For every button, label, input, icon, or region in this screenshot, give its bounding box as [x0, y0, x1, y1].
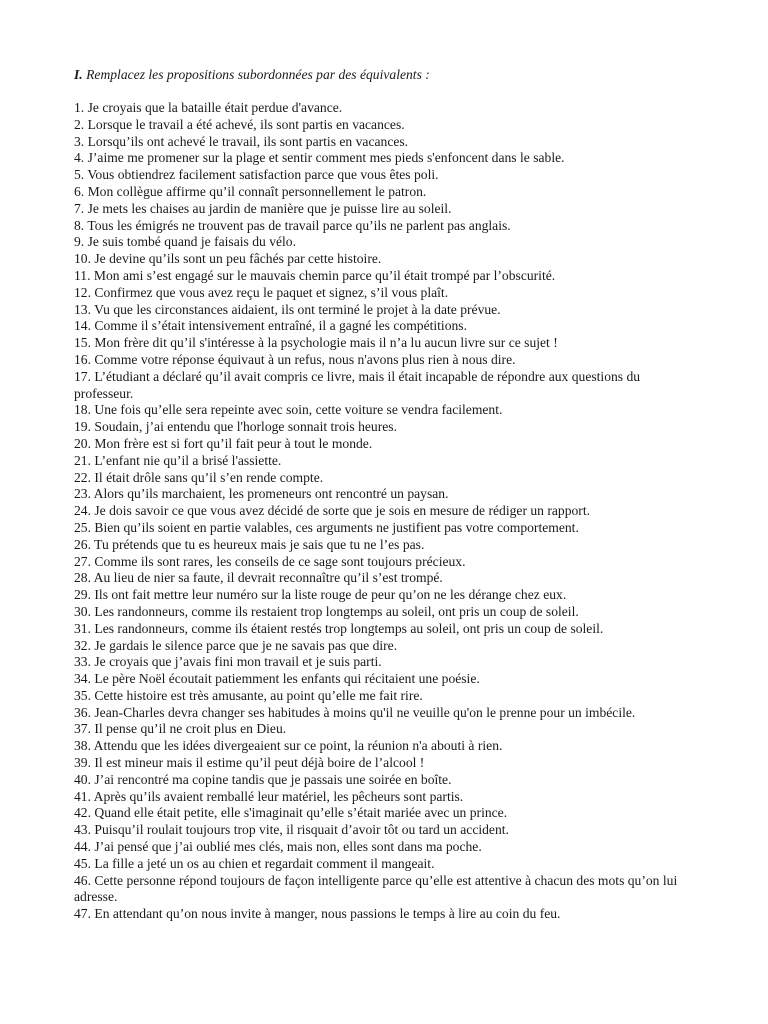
sentence-item: 13. Vu que les circonstances aidaient, ils ont terminé le projet à la date prévue.: [74, 301, 501, 317]
sentence-item: 44. J’ai pensé que j’ai oublié mes clés, mais non, elles sont dans ma poche.: [74, 839, 482, 855]
sentence-list: [74, 100, 694, 923]
sentence-item: 27. Comme ils sont rares, les conseils de ce sage sont toujours précieux.: [74, 553, 466, 569]
sentence-item: 32. Je gardais le silence parce que je ne savais pas que dire.: [74, 637, 398, 653]
exercise-number: I.: [74, 67, 83, 82]
sentence-item: 34. Le père Noël écoutait patiemment les enfants qui récitaient une poésie.: [74, 671, 480, 687]
sentence-item: 37. Il pense qu’il ne croit plus en Dieu.: [74, 721, 287, 737]
sentence-item: 26. Tu prétends que tu es heureux mais je sais que tu ne l’es pas.: [74, 536, 425, 552]
sentence-item: 29. Ils ont fait mettre leur numéro sur la liste rouge de peur qu’on ne les dérange chez eux.: [74, 587, 567, 603]
sentence-item: 6. Mon collègue affirme qu’il connaît personnellement le patron.: [74, 183, 427, 199]
sentence-item: 18. Une fois qu’elle sera repeinte avec soin, cette voiture se vendra facilement.: [74, 402, 503, 418]
sentence-item: 7. Je mets les chaises au jardin de manière que je puisse lire au soleil.: [74, 200, 452, 216]
sentence-item: 33. Je croyais que j’avais fini mon travail et je suis parti.: [74, 654, 382, 670]
sentence-item: 17. L’étudiant a déclaré qu’il avait compris ce livre, mais il était incapable de répondre aux questions du professeur.: [74, 368, 641, 401]
sentence-item: 41. Après qu’ils avaient remballé leur matériel, les pêcheurs sont partis.: [74, 788, 464, 804]
sentence-item: 42. Quand elle était petite, elle s'imaginait qu’elle s’était mariée avec un prince.: [74, 805, 508, 821]
sentence-item: 21. L’enfant nie qu’il a brisé l'assiette.: [74, 452, 282, 468]
sentence-item: 5. Vous obtiendrez facilement satisfaction parce que vous êtes poli.: [74, 167, 439, 183]
sentence-item: 30. Les randonneurs, comme ils restaient trop longtemps au soleil, ont pris un coup de soleil.: [74, 603, 579, 619]
sentence-item: 38. Attendu que les idées divergeaient sur ce point, la réunion n'a abouti à rien.: [74, 738, 503, 754]
sentence-item: 16. Comme votre réponse équivaut à un refus, nous n'avons plus rien à nous dire.: [74, 351, 516, 367]
sentence-item: 8. Tous les émigrés ne trouvent pas de travail parce qu’ils ne parlent pas anglais.: [74, 217, 511, 233]
sentence-item: 12. Confirmez que vous avez reçu le paquet et signez, s’il vous plaît.: [74, 284, 449, 300]
document-page: [74, 66, 694, 923]
sentence-item: 24. Je dois savoir ce que vous avez décidé de sorte que je sois en mesure de rédiger un rapport.: [74, 503, 591, 519]
sentence-item: 36. Jean-Charles devra changer ses habitudes à moins qu'il ne veuille qu'on le prenne pour un imbécile.: [74, 704, 636, 720]
sentence-item: 45. La fille a jeté un os au chien et regardait comment il mangeait.: [74, 855, 435, 871]
sentence-item: 28. Au lieu de nier sa faute, il devrait reconnaître qu’il s’est trompé.: [74, 570, 443, 586]
sentence-item: 9. Je suis tombé quand je faisais du vélo.: [74, 234, 296, 250]
sentence-item: 40. J’ai rencontré ma copine tandis que je passais une soirée en boîte.: [74, 771, 452, 787]
sentence-item: 19. Soudain, j’ai entendu que l'horloge sonnait trois heures.: [74, 419, 397, 435]
sentence-item: 3. Lorsqu’ils ont achevé le travail, ils sont partis en vacances.: [74, 133, 409, 149]
sentence-item: 25. Bien qu’ils soient en partie valables, ces arguments ne justifient pas votre comportement.: [74, 519, 579, 535]
sentence-item: 1. Je croyais que la bataille était perdue d'avance.: [74, 100, 343, 115]
sentence-item: 47. En attendant qu’on nous invite à manger, nous passions le temps à lire au coin du feu.: [74, 906, 561, 922]
sentence-item: 39. Il est mineur mais il estime qu’il peut déjà boire de l’alcool !: [74, 755, 425, 771]
sentence-item: 35. Cette histoire est très amusante, au point qu’elle me fait rire.: [74, 687, 423, 703]
sentence-item: 10. Je devine qu’ils sont un peu fâchés par cette histoire.: [74, 251, 382, 267]
sentence-item: 11. Mon ami s’est engagé sur le mauvais chemin parce qu’il était trompé par l’obscurité.: [74, 267, 556, 283]
exercise-title: Remplacez les propositions subordonnées par des équivalents :: [82, 67, 430, 82]
sentence-item: 14. Comme il s’était intensivement entraîné, il a gagné les compétitions.: [74, 318, 467, 334]
sentence-item: 23. Alors qu’ils marchaient, les promeneurs ont rencontré un paysan.: [74, 486, 449, 502]
sentence-item: 4. J’aime me promener sur la plage et sentir comment mes pieds s'enfoncent dans le sable.: [74, 150, 565, 166]
exercise-heading: [74, 66, 694, 83]
sentence-item: 2. Lorsque le travail a été achevé, ils sont partis en vacances.: [74, 116, 405, 132]
sentence-item: 20. Mon frère est si fort qu’il fait peur à tout le monde.: [74, 435, 373, 451]
sentence-item: 43. Puisqu’il roulait toujours trop vite, il risquait d’avoir tôt ou tard un accident.: [74, 822, 509, 838]
sentence-item: 46. Cette personne répond toujours de façon intelligente parce qu’elle est attentive à chacun des mots qu’on lui adresse.: [74, 872, 678, 905]
sentence-item: 31. Les randonneurs, comme ils étaient restés trop longtemps au soleil, ont pris un coup de soleil.: [74, 620, 604, 636]
sentence-item: 15. Mon frère dit qu’il s'intéresse à la psychologie mais il n’a lu aucun livre sur ce sujet !: [74, 335, 558, 351]
sentence-item: 22. Il était drôle sans qu’il s’en rende compte.: [74, 469, 324, 485]
